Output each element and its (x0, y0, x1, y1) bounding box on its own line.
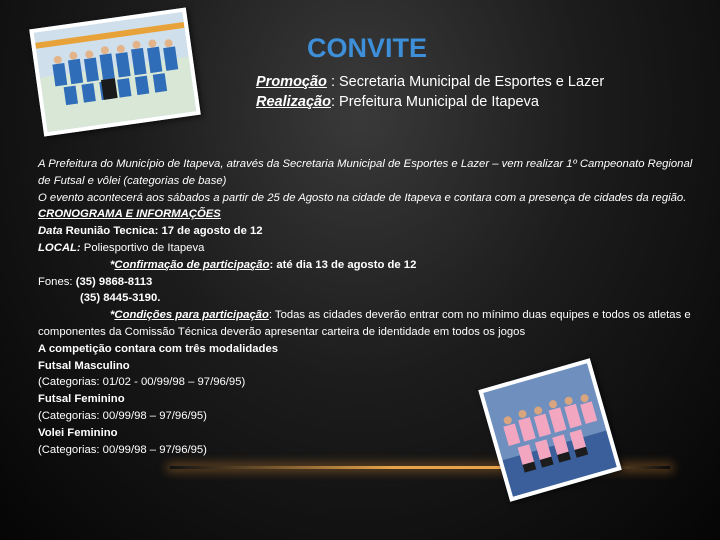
confirm-value: : até dia 13 de agosto de 12 (269, 258, 417, 271)
realizacao-line (256, 92, 604, 112)
promocao-line (256, 72, 604, 92)
local-line (38, 240, 698, 257)
competicao-text: A competição contara com três modalidades (38, 342, 279, 355)
local-value: Poliesportivo de Itapeva (80, 241, 205, 254)
confirm-label: Confirmação de participação (114, 258, 270, 271)
promocao-label: Promoção (256, 74, 327, 90)
promocao-value: : Secretaria Municipal de Esportes e Lazer (326, 74, 605, 90)
header-credits (256, 72, 604, 112)
event-text: O evento acontecerá aos sábados a partir de 25 de Agosto na cidade de Itapeva e contara com a presença de cidades da região. (38, 191, 687, 204)
data-value: Reunião Tecnica: 17 de agosto de 12 (62, 225, 263, 238)
data-label: Data (38, 225, 63, 238)
data-line (38, 223, 698, 240)
realizacao-value: : Prefeitura Municipal de Itapeva (330, 94, 539, 110)
page-title: CONVITE (307, 33, 428, 63)
confirm-prefix: * (110, 258, 115, 271)
fone-2: (35) 8445-3190. (80, 292, 161, 305)
cond-prefix: * (110, 309, 115, 322)
intro-text: A Prefeitura do Município de Itapeva, através da Secretaria Municipal de Esportes e Lazer – vem realizar 1º Campeonato Regional de Futsal e vôlei (categorias de base) (38, 158, 693, 187)
realizacao-label: Realização (256, 94, 331, 110)
fones-label: Fones: (38, 275, 76, 288)
modalidade-categories: (Categorias: 01/02 - 00/99/98 – 97/96/95) (38, 376, 246, 389)
conditions-line (38, 307, 698, 341)
cronograma-heading: CRONOGRAMA E INFORMAÇÕES (38, 208, 221, 221)
modalidade-categories: (Categorias: 00/99/98 – 97/96/95) (38, 443, 207, 456)
cond-label: Condições para participação (114, 309, 269, 322)
modalidade-categories: (Categorias: 00/99/98 – 97/96/95) (38, 409, 207, 422)
confirm-line (38, 257, 698, 274)
local-label: LOCAL: (38, 241, 81, 254)
modalidade-name: Futsal Feminino (38, 393, 125, 406)
modalidade-name: Volei Feminino (38, 426, 118, 439)
futsal-team-photo (29, 8, 200, 137)
cond-value: : Todas as cidades deverão entrar com no mínimo duas equipes e todos os atletas e componentes da Comissão Técnica deverão apresentar carteira de identidade em todos os jogos (38, 309, 691, 338)
fone-1: (35) 9868-8113 (75, 275, 153, 288)
fones-line (38, 274, 698, 291)
modalidade-name: Futsal Masculino (38, 359, 130, 372)
